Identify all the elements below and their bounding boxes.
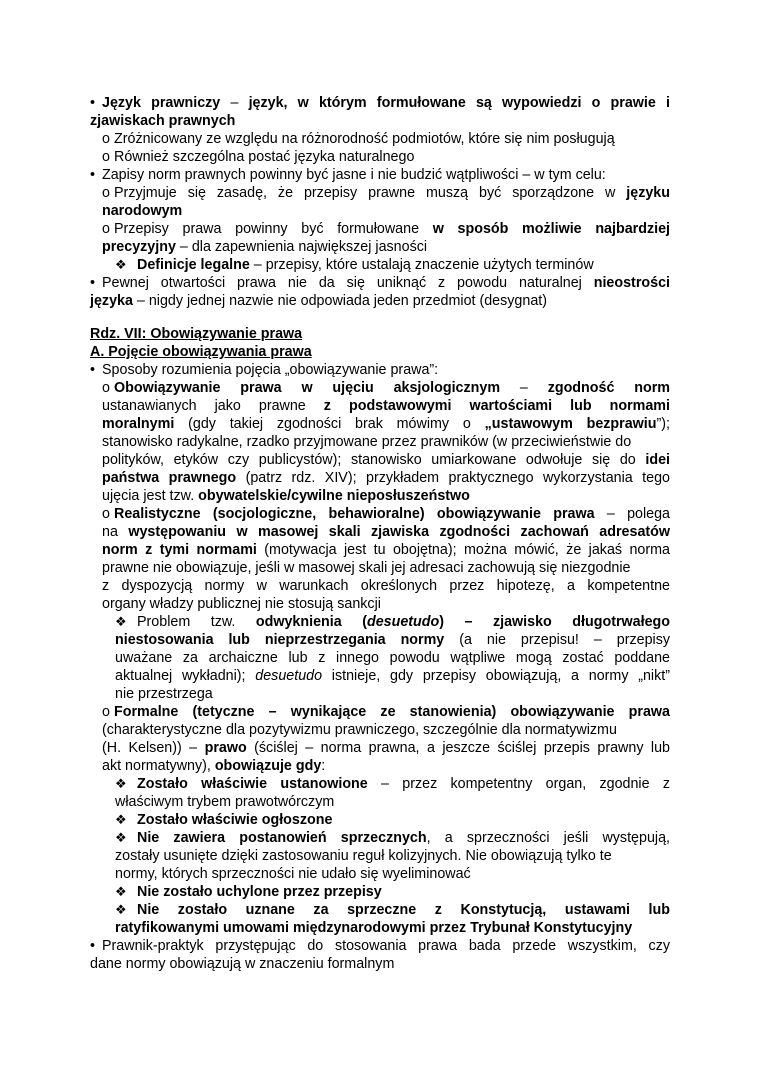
paragraph-line: Zapisy norm prawnych powinny być jasne i nie budzić wątpliwości – w tym celu: [102,167,606,183]
paragraph-line: precyzyjny – dla zapewnienia największej jasności [102,239,428,255]
paragraph-line: Pewnej otwartości prawa nie da się uniknąć z powodu naturalnej nieostrości [102,275,670,291]
paragraph-line: ustanawianych jako prawne z podstawowymi wartościami lub normami [102,398,670,414]
paragraph-line: Zostało właściwie ustanowione – przez kompetentny organ, zgodnie z [137,776,670,792]
paragraph-line: Przepisy prawa powinny być formułowane w sposób możliwie najbardziej [114,221,670,237]
diamond-marker-icon: ❖ [115,257,127,272]
section-heading: A. Pojęcie obowiązywania prawa [90,344,312,360]
paragraph-line: ratyfikowanymi umowami międzynarodowymi przez Trybunał Konstytucyjny [115,920,633,936]
paragraph-line: Sposoby rozumienia pojęcia „obowiązywanie prawa”: [102,362,439,378]
sub-marker: o [102,221,110,237]
paragraph-line: (charakterystyczne dla pozytywizmu prawniczego, szczególnie dla normatywizmu [102,722,617,738]
diamond-marker-icon: ❖ [115,614,127,629]
paragraph-line: Zróżnicowany ze względu na różnorodność podmiotów, które się nim posługują [114,131,615,147]
paragraph-line: normy, których sprzeczności nie udało się wyeliminować [115,866,471,882]
paragraph-line: ujęcia jest tzw. obywatelskie/cywilne nieposłuszeństwo [102,488,470,504]
paragraph-line: języka – nigdy jednej nazwie nie odpowiada jeden przedmiot (desygnat) [90,293,548,309]
paragraph-line: nie przestrzega [115,686,213,702]
diamond-marker-icon: ❖ [115,884,127,899]
paragraph-line: Przyjmuje się zasadę, że przepisy prawne muszą być sporządzone w języku [114,185,670,201]
diamond-marker-icon: ❖ [115,776,127,791]
bullet-marker: • [90,95,96,111]
bullet-marker: • [90,167,96,183]
sub-marker: o [102,704,110,720]
bullet-marker: • [90,362,96,378]
sub-marker: o [102,185,110,201]
paragraph-line: polityków, etyków czy publicystów); stanowisko umiarkowane odwołuje się do idei [102,452,670,468]
paragraph-line: z dyspozycją normy w warunkach określonych przez hipotezę, a kompetentne [102,578,670,594]
paragraph-line: Również szczególna postać języka naturalnego [114,149,415,165]
sub-marker: o [102,131,110,147]
paragraph-line: akt normatywny), obowiązuje gdy: [102,758,326,774]
paragraph-line: Obowiązywanie prawa w ujęciu aksjologicznym – zgodność norm [114,380,670,396]
paragraph-line: stanowisko radykalne, rzadko przyjmowane przez prawników (w przeciwieństwie do [102,434,632,450]
paragraph-line: narodowym [102,203,183,219]
paragraph-line: zostały usunięte dzięki zastosowaniu reguł kolizyjnych. Nie obowiązują tylko te [115,848,612,864]
paragraph-line: dane normy obowiązują w znaczeniu formalnym [90,956,395,972]
paragraph-line: (H. Kelsen)) – prawo (ściślej – norma prawna, a jeszcze ściślej przepis prawny lub [102,740,670,756]
bullet-marker: • [90,938,96,954]
paragraph-line: Nie zostało uchylone przez przepisy [137,884,382,900]
paragraph-line: Język prawniczy – język, w którym formułowane są wypowiedzi o prawie i [102,95,670,111]
diamond-marker-icon: ❖ [115,902,127,917]
paragraph-line: niestosowania lub nieprzestrzegania normy (a nie przepisu! – przepisy [115,632,670,648]
sub-marker: o [102,506,110,522]
diamond-marker-icon: ❖ [115,830,127,845]
paragraph-line: prawne nie obowiązuje, jeśli w masowej skali jej adresaci zachowują się niezgodnie [102,560,631,576]
sub-marker: o [102,380,110,396]
paragraph-line: aktualnej wykładni); desuetudo istnieje, gdy przepisy obowiązują, a normy „nikt” [115,668,670,684]
paragraph-line: moralnymi (gdy takiej zgodności brak mówimy o „ustawowym bezprawiu”); [102,416,670,432]
sub-marker: o [102,149,110,165]
paragraph-line: Prawnik-praktyk przystępując do stosowania prawa bada przede wszystkim, czy [102,938,670,954]
paragraph-line: norm z tymi normami (motywacja jest tu obojętna); można mówić, że jakaś norma [102,542,670,558]
paragraph-line: właściwym trybem prawotwórczym [115,794,335,810]
chapter-heading: Rdz. VII: Obowiązywanie prawa [90,326,303,342]
paragraph-line: Nie zawiera postanowień sprzecznych, a sprzeczności jeśli występują, [137,830,671,846]
paragraph-line: zjawiskach prawnych [90,113,236,129]
bullet-marker: • [90,275,96,291]
diamond-marker-icon: ❖ [115,812,127,827]
paragraph-line: Definicje legalne – przepisy, które ustalają znaczenie użytych terminów [137,257,594,273]
paragraph-line: Zostało właściwie ogłoszone [137,812,333,828]
paragraph-line: organy władzy publicznej nie stosują sankcji [102,596,381,612]
paragraph-line: Problem tzw. odwyknienia (desuetudo) – zjawisko długotrwałego [137,614,670,630]
paragraph-line: Realistyczne (socjologiczne, behawioralne) obowiązywanie prawa – polega [114,506,670,522]
paragraph-line: państwa prawnego (patrz rdz. XIV); przykładem praktycznego wykorzystania tego [102,470,670,486]
paragraph-line: Nie zostało uznane za sprzeczne z Konstytucją, ustawami lub [137,902,670,918]
paragraph-line: uważane za archaiczne lub z innego powodu wątpliwe mogą zostać poddane [115,650,670,666]
paragraph-line: Formalne (tetyczne – wynikające ze stanowienia) obowiązywanie prawa [114,704,670,720]
paragraph-line: na występowaniu w masowej skali zjawiska zgodności zachowań adresatów [102,524,671,540]
